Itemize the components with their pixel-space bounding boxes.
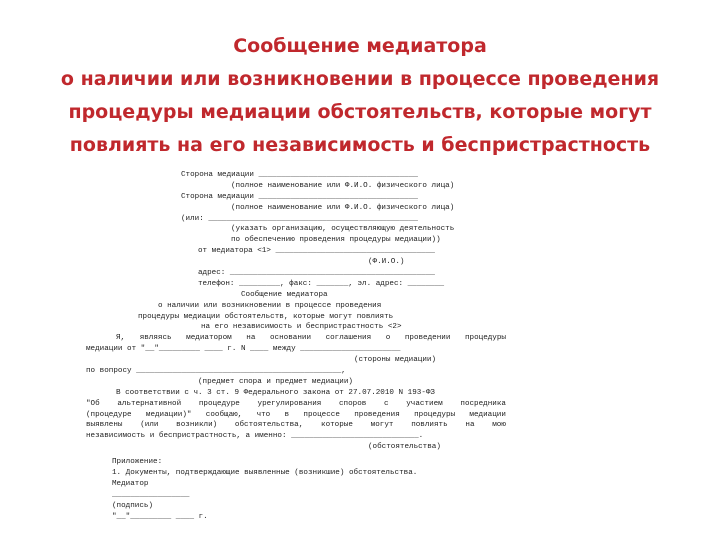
form-line: В соответствии с ч. 3 ст. 9 Федерального закона от 27.07.2010 N 193-ФЗ xyxy=(116,388,435,397)
form-line: процедуры медиации обстоятельств, которые могут повлиять xyxy=(138,312,394,321)
form-line: независимость и беспристрастность, а именно: ____________________________. xyxy=(86,432,424,441)
form-line: (указать организацию, осуществляющую деятельность xyxy=(231,225,455,234)
form-line: адрес: _____________________________________________ xyxy=(198,269,435,278)
form-line: Я, являясь медиатором на основании соглашения о проведении процедуры xyxy=(116,334,506,343)
document-title xyxy=(0,30,720,162)
form-line: (или: ______________________________________________ xyxy=(181,214,418,223)
form-line: (подпись) xyxy=(112,501,154,510)
form-body xyxy=(86,170,506,523)
form-line: "Об альтернативной процедуре урегулирования споров с участием посредника xyxy=(86,399,506,408)
form-line: Сторона медиации ___________________________________ xyxy=(181,192,418,201)
form-line: (полное наименование или Ф.И.О. физического лица) xyxy=(231,203,455,212)
form-line: _________________ xyxy=(112,490,190,499)
form-line: (обстоятельства) xyxy=(368,443,441,452)
form-line: по обеспечению проведения процедуры медиации)) xyxy=(231,236,441,245)
title-line-4: повлиять на его независимость и беспристрастность xyxy=(69,134,651,156)
form-line: выявлены (или возникли) обстоятельства, которые могут повлиять на мою xyxy=(86,421,506,430)
form-line: (полное наименование или Ф.И.О. физического лица) xyxy=(231,181,455,190)
title-line-2: о наличии или возникновении в процессе проведения xyxy=(60,68,660,90)
form-line: Приложение: xyxy=(112,458,163,467)
form-line: (Ф.И.О.) xyxy=(368,258,405,267)
form-line: (предмет спора и предмет медиации) xyxy=(198,377,353,386)
form-line: (стороны медиации) xyxy=(354,356,437,365)
form-line: от медиатора <1> ___________________________________ xyxy=(198,247,435,256)
form-line: (процедуре медиации)" сообщаю, что в процессе проведения процедуры медиации xyxy=(86,410,506,419)
form-line: Сторона медиации ___________________________________ xyxy=(181,171,418,179)
form-line: 1. Документы, подтверждающие выявленные (возникшие) обстоятельства. xyxy=(112,469,418,478)
form-line: телефон: _________, факс: _______, эл. адрес: ________ xyxy=(198,279,445,288)
form-line: медиации от "__"_________ ____ г. N ____ между ______________________ xyxy=(86,345,401,354)
form-line: о наличии или возникновении в процессе проведения xyxy=(158,301,382,310)
form-line: по вопросу _____________________________________________, xyxy=(86,367,346,376)
title-line-3: процедуры медиации обстоятельств, которые могут xyxy=(68,101,652,123)
form-line: "__"_________ ____ г. xyxy=(112,512,208,521)
title-line-1: Сообщение медиатора xyxy=(233,35,487,57)
form-line: на его независимость и беспристрастность <2> xyxy=(201,323,402,332)
form-line: Сообщение медиатора xyxy=(241,290,328,299)
form-line: Медиатор xyxy=(112,479,149,488)
